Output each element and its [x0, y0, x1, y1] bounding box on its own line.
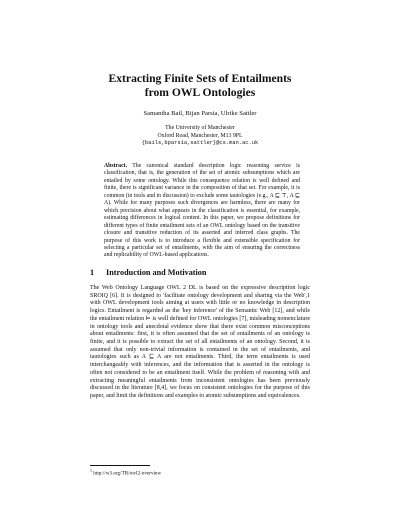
footnote: [90, 468, 310, 477]
author-email: {bails,bparsia,sattler}@cs.man.ac.uk: [141, 140, 259, 147]
paper-title: [60, 72, 340, 100]
section-heading: [90, 268, 330, 278]
body-paragraph: The Web Ontology Language OWL 2 DL is based on the expressive description logic SROIQ [6]. It is designed to 'facilitate ontology development and sharing via the Web',1 with OWL development tools aiming at users with little or no knowledge in description logics. Entailment is regarded as the 'key inference' of the Semantic Web [12], and while the entailment relation ⊨ is well defined for OWL ontologies [7], misleading nomenclature in ontology tools and anecdotal evidence show that there exist common misconceptions about entailments: first, it is often assumed that the set of entailments of an ontology is finite, and it is possible to extract the set of all entailments of an ontology. Second, it is assumed that only non-trivial information is contained in the set of entailments, and tautologies such as A ⊑ A are not entailments. Third, the term entailments is used interchangeably with inferences, and the information that is asserted in the ontology is often not considered to be an entailment itself. While the problem of reasoning with and extracting meaningful entailments from inconsistent ontologies has been previously discussed in the literature [8,4], we focus on consistent ontologies for the purpose of this paper, and limit the definitions and examples to atomic subsumptions and equivalences.: [90, 285, 310, 400]
affiliation-line-2: Oxford Road, Manchester, M13 9PL: [157, 132, 243, 139]
abstract-text: The canonical standard description logic reasoning service is classification, that is, the generation of the set of atomic subsumptions which are entailed by some ontology. While this consequence relation is well defined and finite, there is significant variance in the composition of that set. For example, it is common (in tools and in discussion) to exclude some tautologies (e.g., A ⊑ ⊤, A ⊑ A). While for many purposes such divergences are harmless, there are many for which precision about what appears in the classification is essential, for example, estimating differences in logical content. In this paper, we propose definitions for different types of finite entailment sets of an OWL ontology based on the transitive closure and transitive reduction of its asserted and inferred class graphs. The purpose of this work is to introduce a flexible and extensible specification for selecting a particular set of entailments, with the aim of ensuring the correctness and replicability of OWL-based applications.: [104, 163, 300, 259]
affiliation-line-1: The University of Manchester: [165, 125, 235, 131]
affiliation: [60, 125, 340, 148]
section-number: 1: [90, 268, 95, 277]
title-line-1: Extracting Finite Sets of Entailments: [108, 72, 292, 85]
title-line-2: from OWL Ontologies: [144, 86, 256, 99]
footnote-mark: 1: [90, 468, 92, 473]
abstract-label: Abstract.: [104, 163, 128, 169]
author-list: Samantha Bail, Bijan Parsia, Ulrike Sattler: [143, 110, 257, 117]
footnote-url: http://w3.org/TR/owl2-overview: [93, 470, 162, 477]
section-title: Introduction and Motivation: [106, 268, 207, 277]
footnote-divider: [90, 465, 150, 466]
abstract: [104, 163, 300, 260]
